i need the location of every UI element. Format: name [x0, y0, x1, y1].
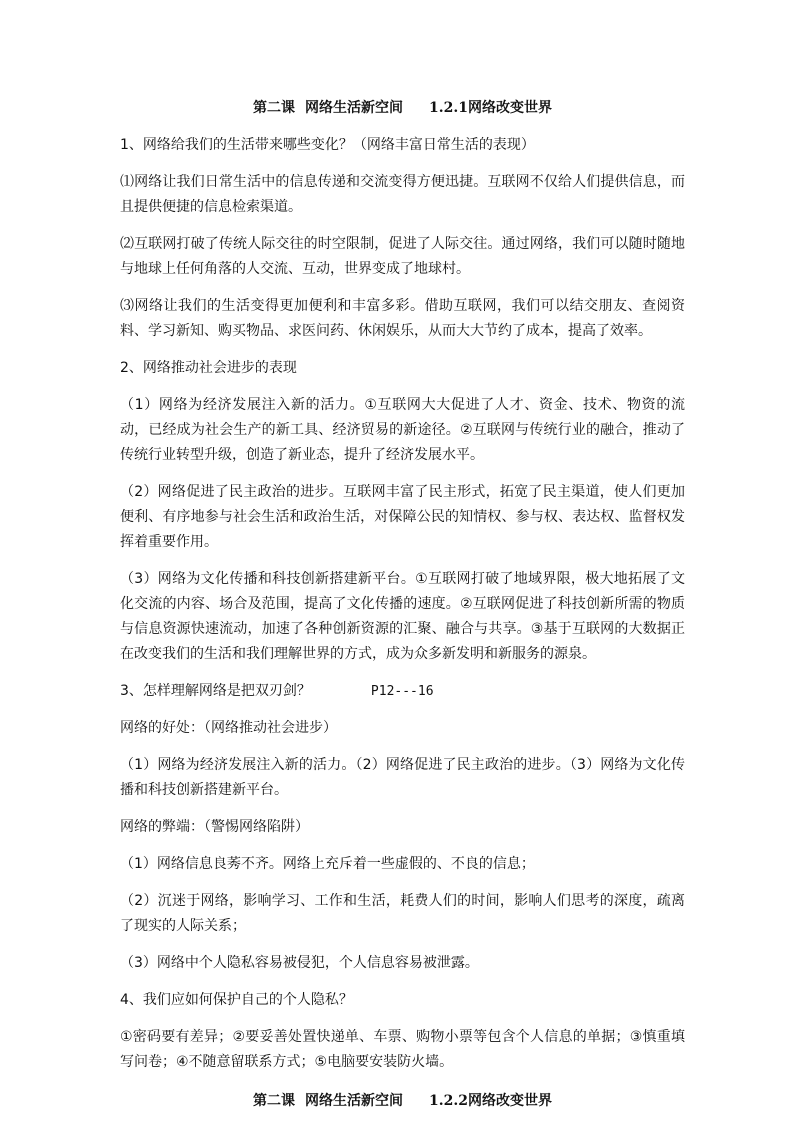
q1-point-2: ⑵互联网打破了传统人际交往的时空限制，促进了人际交往。通过网络，我们可以随时随地与地球上任何角落的人交流、互动，世界变成了地球村。 — [120, 236, 685, 277]
q3-page-ref: P12---16 — [370, 684, 434, 699]
lesson-number-2: 第二课 — [253, 1093, 295, 1109]
q3-pros-text: （1）网络为经济发展注入新的活力。（2）网络促进了民主政治的进步。（3）网络为文化传播和科技创新搭建新平台。 — [120, 757, 685, 798]
question-2-heading: 2、网络推动社会进步的表现 — [120, 360, 297, 376]
q2-point-2: （2）网络促进了民主政治的进步。互联网丰富了民主形式，拓宽了民主渠道，使人们更加便利、有序地参与社会生活和政治生活，对保障公民的知情权、参与权、表达权、监督权发挥着重要作用。 — [120, 484, 685, 550]
lesson-section: 1.2.1网络改变世界 — [429, 100, 552, 116]
lesson-topic: 网络生活新空间 — [305, 100, 403, 116]
q2-point-1: （1）网络为经济发展注入新的活力。①互联网大大促进了人才、资金、技术、物资的流动，已经成为社会生产的新工具、经济贸易的新途径。②互联网与传统行业的融合，推动了传统行业转型升级，创造了新业态，提升了经济发展水平。 — [120, 397, 685, 463]
q1-point-1: ⑴网络让我们日常生活中的信息传递和交流变得方便迅捷。互联网不仅给人们提供信息，而且提供便捷的信息检索渠道。 — [120, 174, 685, 215]
lesson-number: 第二课 — [253, 100, 295, 116]
document-content — [120, 96, 685, 1126]
q3-pros-heading: 网络的好处：（网络推动社会进步） — [120, 720, 337, 736]
lesson-title-2 — [120, 1089, 685, 1114]
lesson-title — [120, 96, 685, 121]
question-3-heading — [120, 679, 685, 704]
q3-cons-1: （1）网络信息良莠不齐。网络上充斥着一些虚假的、不良的信息； — [120, 856, 535, 872]
question-1-heading: 1、网络给我们的生活带来哪些变化？（网络丰富日常生活的表现） — [120, 137, 535, 153]
q4-answer: ①密码要有差异；②要妥善处置快递单、车票、购物小票等包含个人信息的单据；③慎重填写问卷；④不随意留联系方式；⑤电脑要安装防火墙。 — [120, 1029, 685, 1070]
question-4-heading: 4、我们应如何保护自己的个人隐私？ — [120, 992, 353, 1008]
q3-heading-text: 3、怎样理解网络是把双刃剑？ — [120, 683, 311, 699]
lesson-topic-2: 网络生活新空间 — [305, 1093, 403, 1109]
q1-point-3: ⑶网络让我们的生活变得更加便利和丰富多彩。借助互联网，我们可以结交朋友、查阅资料、学习新知、购买物品、求医问药、休闲娱乐，从而大大节约了成本，提高了效率。 — [120, 298, 685, 339]
q3-cons-3: （3）网络中个人隐私容易被侵犯，个人信息容易被泄露。 — [120, 955, 479, 971]
q2-point-3: （3）网络为文化传播和科技创新搭建新平台。①互联网打破了地域界限，极大地拓展了文化交流的内容、场合及范围，提高了文化传播的速度。②互联网促进了科技创新所需的物质与信息资源快速流动，加速了各种创新资源的汇聚、融合与共享。③基于互联网的大数据正在改变我们的生活和我们理解世界的方式，成为众多新发明和新服务的源泉。 — [120, 571, 685, 662]
q3-cons-heading: 网络的弊端：（警惕网络陷阱） — [120, 819, 309, 835]
q3-cons-2: （2）沉迷于网络，影响学习、工作和生活，耗费人们的时间，影响人们思考的深度，疏离了现实的人际关系； — [120, 893, 685, 934]
lesson-section-2: 1.2.2网络改变世界 — [429, 1093, 552, 1109]
